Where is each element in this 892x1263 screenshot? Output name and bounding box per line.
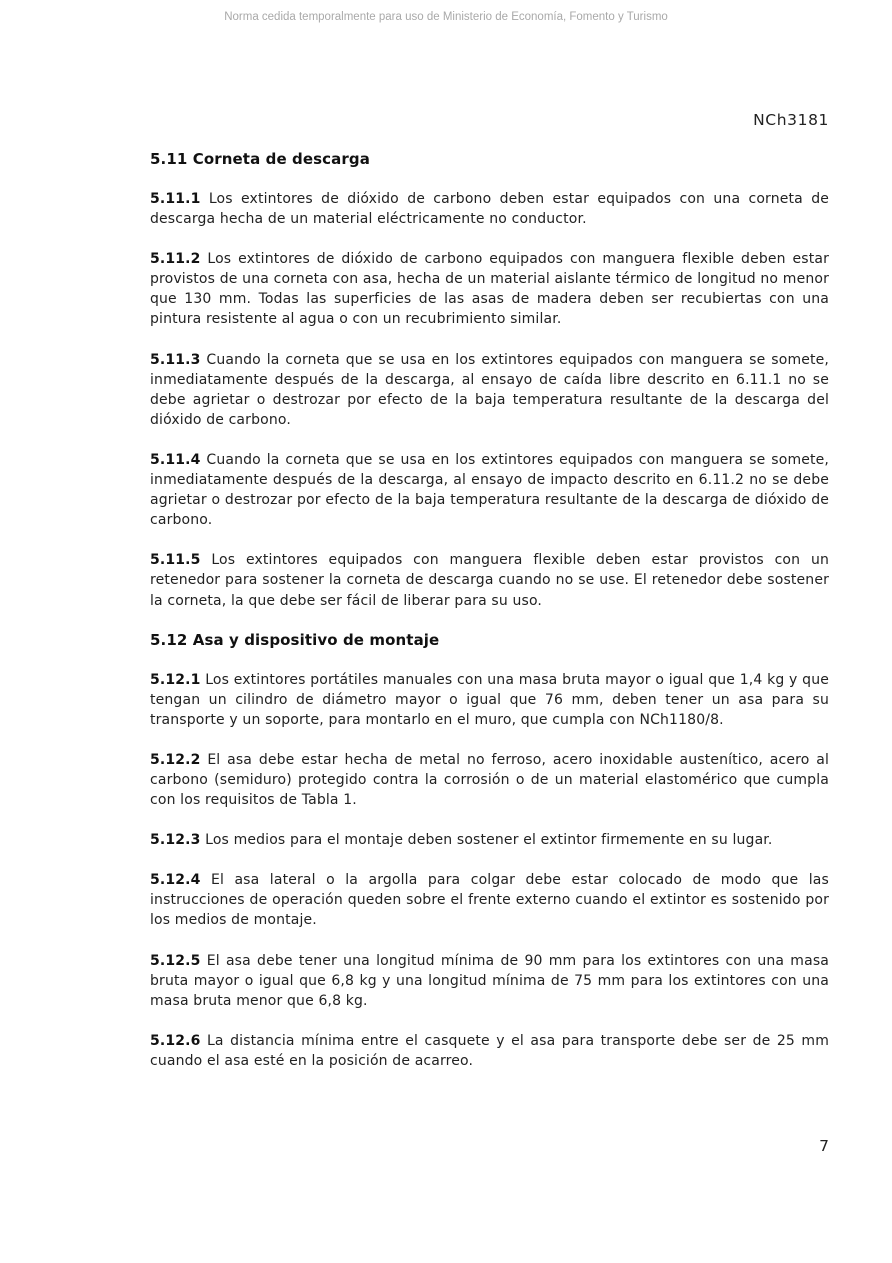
clause-5-12-4 (150, 870, 829, 930)
clause-text: Los extintores equipados con manguera flexible deben estar provistos con un retenedor para sostener la corneta de descarga cuando no se use. El retenedor debe sostener la corneta, la que debe ser fácil de liberar para su uso. (150, 552, 830, 609)
clause-number: 5.11.3 (150, 351, 201, 368)
clause-5-12-5 (150, 951, 829, 1011)
clause-number: 5.11.4 (150, 451, 201, 468)
clause-5-11-5 (150, 550, 829, 610)
clause-number: 5.12.2 (150, 751, 201, 768)
clause-5-11-4 (150, 450, 829, 530)
clause-number: 5.11.5 (150, 552, 201, 569)
clause-5-11-2 (150, 249, 829, 329)
clause-number: 5.11.2 (150, 251, 201, 268)
clause-text: El asa lateral o la argolla para colgar debe estar colocado de modo que las instrucciones de operación queden sobre el frente externo cuando el extintor es sostenido por los medios de montaje. (150, 872, 829, 929)
clause-5-12-1 (150, 670, 829, 730)
clause-5-12-6 (150, 1031, 829, 1071)
section-heading-5-11: 5.11 Corneta de descarga (150, 150, 370, 168)
clause-text: El asa debe tener una longitud mínima de 90 mm para los extintores con una masa bruta mayor o igual que 6,8 kg y una longitud mínima de 75 mm para los extintores con una masa bruta menor que 6,8 kg. (150, 952, 829, 1009)
clause-number: 5.12.6 (150, 1032, 201, 1049)
clause-number: 5.11.1 (150, 191, 201, 207)
clause-5-12-3 (150, 830, 829, 850)
clause-text: Los extintores de dióxido de carbono deben estar equipados con una corneta de descarga hecha de un material eléctricamente no conductor. (150, 191, 829, 228)
clause-text: Cuando la corneta que se usa en los extintores equipados con manguera se somete, inmediatamente después de la descarga, al ensayo de caída libre descrito en 6.11.1 no se debe agrietar o destrozar por efecto de la baja temperatura resultante de la descarga del dióxido de carbono. (150, 351, 829, 428)
section-heading-5-12: 5.12 Asa y dispositivo de montaje (150, 630, 440, 649)
document-code: NCh3181 (753, 111, 829, 129)
document-body (150, 150, 829, 1091)
clause-text: Los extintores portátiles manuales con una masa bruta mayor o igual que 1,4 kg y que tengan un cilindro de diámetro mayor o igual que 76 mm, deben tener un asa para su transporte y un soporte, para montarlo en el muro, que cumpla con NCh1180/8. (150, 671, 829, 728)
clause-number: 5.12.4 (150, 872, 201, 889)
clause-number: 5.12.3 (150, 832, 201, 849)
clause-5-12-2 (150, 750, 829, 810)
clause-5-11-1 (150, 189, 829, 229)
clause-text: El asa debe estar hecha de metal no ferroso, acero inoxidable austenítico, acero al carbono (semiduro) protegido contra la corrosión o de un material elastomérico que cumpla con los requisitos de Tabla 1. (150, 751, 829, 809)
clause-number: 5.12.1 (150, 671, 201, 688)
clause-text: Los extintores de dióxido de carbono equipados con manguera flexible deben estar provistos de una corneta con asa, hecha de un material aislante térmico de longitud no menor que 130 mm. Todas las superficies de las asas de madera deben ser recubiertas con una pintura resistente al agua o con un recubrimiento similar. (150, 251, 829, 328)
watermark: Norma cedida temporalmente para uso de Ministerio de Economía, Fomento y Turismo (224, 11, 668, 23)
clause-5-11-3 (150, 350, 829, 430)
clause-number: 5.12.5 (150, 952, 201, 969)
clause-text: La distancia mínima entre el casquete y el asa para transporte debe ser de 25 mm cuando el asa esté en la posición de acarreo. (150, 1032, 829, 1069)
clause-text: Cuando la corneta que se usa en los extintores equipados con manguera se somete, inmediatamente después de la descarga, al ensayo de impacto descrito en 6.11.2 no se debe agrietar o destrozar por efecto de la baja temperatura resultante de la descarga de dióxido de carbono. (150, 451, 829, 529)
clause-text: Los medios para el montaje deben sostener el extintor firmemente en su lugar. (205, 832, 773, 849)
page-number: 7 (819, 1137, 829, 1155)
